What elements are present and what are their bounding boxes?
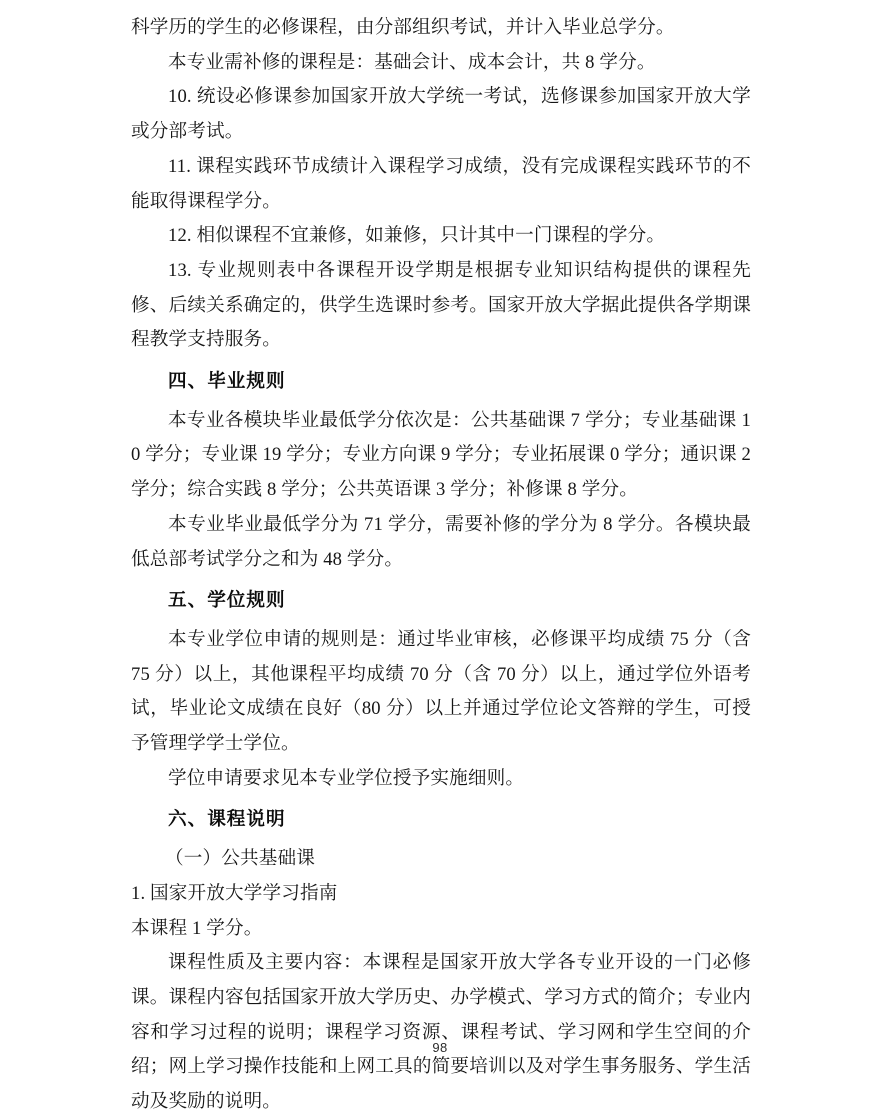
- paragraph-module-minimum-credits: 本专业各模块毕业最低学分依次是：公共基础课 7 学分；专业基础课 10 学分；专业课 19 学分；专业方向课 9 学分；专业拓展课 0 学分；通识课 2 学分；综合实践 8 学分；公共英语课 3 学分；补修课 8 学分。: [131, 409, 751, 501]
- paragraph-degree-application-rules: 本专业学位申请的规则是：通过毕业审核，必修课平均成绩 75 分（含 75 分）以上，其他课程平均成绩 70 分（含 70 分）以上，通过学位外语考试，毕业论文成绩在良好（80 分）以上并通过学位论文答辩的学生，可授予管理学学士学位。: [131, 628, 751, 755]
- paragraph-rule-13: 13. 专业规则表中各课程开设学期是根据专业知识结构提供的课程先修、后续关系确定的，供学生选课时参考。国家开放大学据此提供各学期课程教学支持服务。: [131, 259, 751, 351]
- paragraph-course-credit: 本课程 1 学分。: [131, 917, 263, 939]
- page-text-body: [131, 11, 751, 1120]
- paragraph-course-nature-and-content: 课程性质及主要内容：本课程是国家开放大学各专业开设的一门必修课。课程内容包括国家开放大学历史、办学模式、学习方式的简介；专业内容和学习过程的说明；课程学习资源、课程考试、学习网和学生空间的介绍；网上学习操作技能和上网工具的简要培训以及对学生事务服务、学生活动及奖励的说明。: [131, 952, 751, 1113]
- page-number-footer: 98: [432, 1040, 448, 1055]
- course-item-study-guide: 1. 国家开放大学学习指南: [131, 882, 338, 904]
- subsection-heading-public-basic-courses: （一）公共基础课: [165, 848, 315, 870]
- paragraph-rule-11: 11. 课程实践环节成绩计入课程学习成绩，没有完成课程实践环节的不能取得课程学分。: [131, 155, 751, 212]
- paragraph-rule-12: 12. 相似课程不宜兼修，如兼修，只计其中一门课程的学分。: [168, 225, 666, 247]
- paragraph-degree-application-reference: 学位申请要求见本专业学位授予实施细则。: [168, 767, 525, 789]
- paragraph-supplementary-courses: 本专业需补修的课程是：基础会计、成本会计，共 8 学分。: [168, 51, 656, 73]
- section-heading-graduation-rules: 四、毕业规则: [168, 370, 286, 392]
- paragraph-total-minimum-credits: 本专业毕业最低学分为 71 学分，需要补修的学分为 8 学分。各模块最低总部考试学分之和为 48 学分。: [131, 513, 751, 570]
- paragraph-continuation-intro: 科学历的学生的必修课程，由分部组织考试，并计入毕业总学分。: [131, 17, 675, 38]
- paragraph-rule-10: 10. 统设必修课参加国家开放大学统一考试，选修课参加国家开放大学或分部考试。: [131, 86, 751, 143]
- section-heading-course-descriptions: 六、课程说明: [168, 808, 286, 830]
- section-heading-degree-rules: 五、学位规则: [168, 589, 286, 611]
